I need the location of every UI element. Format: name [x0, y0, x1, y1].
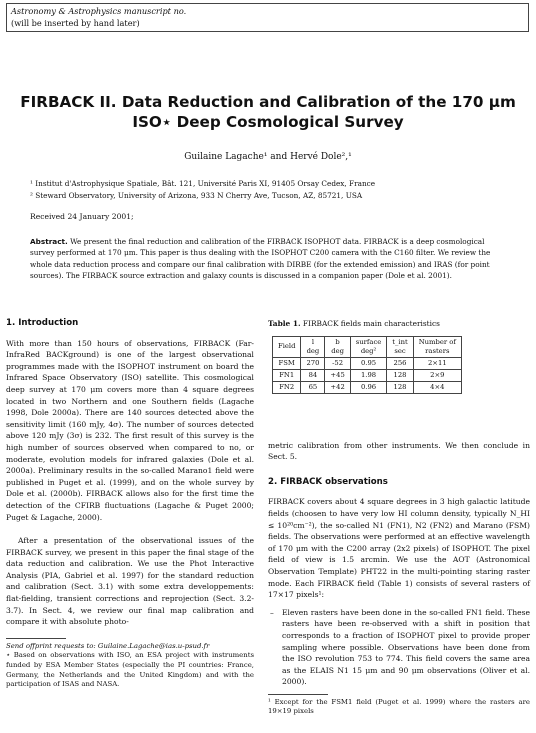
observations-paragraph: FIRBACK covers about 4 square degrees in 3 high galactic latitude fields (choosen to have very low HI column density, typically N_HI ≤ 10²⁰cm⁻²), the so-called N1 (FN1), N2 (FN2) and Marano (FSM) fields. The observations were performed at an effective wavelength of 170 μm with the C200 array (2x2 pixels) of ISOPHOT. The pixel field of view is 1.5 arcmin. We use the AOT (Astronomical Observation Template) PHT22 in the multi-pointing staring raster mode. Each FIRBACK field (Table 1) consists of several rasters of 17×17 pixels¹: [268, 497, 530, 600]
section-heading-observations: 2. FIRBACK observations [268, 476, 388, 487]
list-item: – Eleven rasters have been done in the so-called FN1 field. These rasters have been re-observed with a shift in position that corresponds to a fraction of ISOPHOT pixel to provide proper sampling where possible. Observations have been done from the ISO revolution 753 to 774. This field covers the same area as the ELAIS N1 15 μm and 90 μm observations (Oliver et al. 2000). [282, 607, 530, 688]
col-header: Field [273, 336, 301, 357]
table-label: Table 1. [268, 319, 301, 328]
affiliation-1: ¹ Institut d'Astrophysique Spatiale, Bât. 121, Université Paris XI, 91405 Orsay Cedex, France [30, 179, 376, 188]
right-column [268, 318, 530, 717]
intro-paragraph-2: After a presentation of the observational issues of the FIRBACK survey, we present in this paper the final stage of the data reduction and calibration. We use the Phot Interactive Analysis (PIA, Gabriel et al. 1997) for the standard reduction and calibration (Sect. 3.1) with some extra developpements: flat-fielding, transient corrections and reprojection (Sect. 3.2-3.7). In Sect. 4, we review our final map calibration and compare it with absolute photo- [6, 536, 254, 627]
footnote-rule [268, 694, 328, 695]
table-caption-text: FIRBACK fields main characteristics [302, 319, 440, 328]
footnote-rule [6, 638, 66, 639]
fields-table [272, 336, 462, 394]
abstract-label: Abstract. [30, 237, 68, 246]
left-column [6, 318, 254, 690]
authors: Guilaine Lagache¹ and Hervé Dole²,¹ [184, 152, 352, 162]
manuscript-note: (will be inserted by hand later) [11, 18, 140, 28]
raster-footnote: ¹ Except for the FSM1 field (Puget et al. 1999) where the rasters are 19×19 pixels [268, 697, 530, 716]
raster-list [268, 607, 530, 688]
offprint-note [6, 642, 254, 652]
col-header: l deg [301, 336, 325, 357]
table-row: FN2 65 +42 0.96 128 4×4 [273, 381, 462, 393]
offprint-text: Send offprint requests to: Guilaine.Lagache@ias.u-psud.fr [6, 641, 210, 650]
manuscript-header-box [6, 3, 529, 32]
affiliation-2: ² Steward Observatory, University of Arizona, 933 N Cherry Ave, Tucson, AZ, 85721, USA [30, 190, 363, 200]
col-header: b deg [325, 336, 350, 357]
abstract-text: We present the final reduction and calibration of the FIRBACK ISOPHOT data. FIRBACK is a deep cosmological survey performed at 170 μm. This paper is thus dealing with the ISOPHOT C200 camera with the C160 filter. We review the whole data reduction process and compare our final calibration with DIRBE (for the extended emission) and IRAS (for point sources). The FIRBACK source extraction and galaxy counts is discussed in a companion paper (Dole et al. 2001). [30, 237, 491, 281]
received-date: Received 24 January 2001; [30, 212, 134, 221]
table-header-row [273, 336, 462, 357]
affiliations [30, 178, 510, 201]
title-line-1: FIRBACK II. Data Reduction and Calibration of the 170 μm [20, 93, 516, 111]
intro-paragraph-1: With more than 150 hours of observations, FIRBACK (Far-InfraRed BACKground) is one of the largest observational programmes made with the ISOPHOT instrument on board the Infrared Space Observatory (ISO) satellite. This cosmological deep survey at 170 μm covers more than 4 square degrees located in two Northern and one Southern fields (Lagache 1998, Dole 2000a). There are 140 sources detected above the sensitivity limit (160 mJy, 4σ). The number of sources detected above 120 mJy (3σ) is 232. The first result of this survey is the high number of sources observed when compared to no, or moderate, evolution models for infrared galaxies (Dole et al. 2000a). Preliminary results in the so-called Marano1 field were published in Puget et al. (1999), and on the whole survey by Dole et al. (2000b). FIRBACK allows also for the first time the detection of the CFIRB fluctuations (Lagache & Puget 2000; Puget & Lagache, 2000). [6, 338, 254, 522]
intro-continuation: metric calibration from other instruments. We then conclude in Sect. 5. [268, 440, 530, 462]
abstract [30, 236, 508, 282]
table-caption [268, 318, 530, 330]
table-row: FSM 270 -52 0.95 256 2×11 [273, 357, 462, 369]
star-footnote: ⋆ Based on observations with ISO, an ESA project with instruments funded by ESA Member States (especially the PI countries: France, Germany, the Netherlands and the United Kingdom) and with the participation of ISAS and NASA. [6, 651, 254, 689]
title-line-2: ISO⋆ Deep Cosmological Survey [132, 113, 404, 131]
col-header: surface deg² [350, 336, 387, 357]
paper-title [0, 92, 536, 132]
col-header: t_int sec [387, 336, 413, 357]
manuscript-line: Astronomy & Astrophysics manuscript no. [11, 6, 187, 16]
col-header: Number of rasters [413, 336, 461, 357]
section-heading-introduction: 1. Introduction [6, 318, 79, 328]
table-row: FN1 84 +45 1.98 128 2×9 [273, 369, 462, 381]
